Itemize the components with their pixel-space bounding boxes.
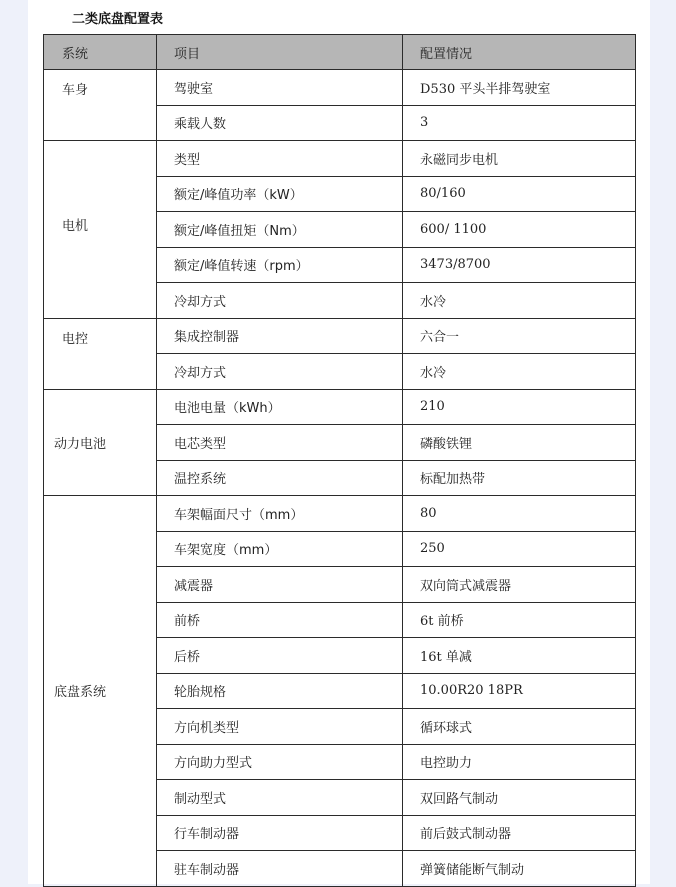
item-cell: 额定/峰值功率（kW） bbox=[157, 176, 403, 212]
header-system: 系统 bbox=[44, 35, 157, 70]
item-cell: 电芯类型 bbox=[157, 425, 403, 461]
item-cell: 方向机类型 bbox=[157, 709, 403, 745]
header-item: 项目 bbox=[157, 35, 403, 70]
system-cell bbox=[44, 389, 157, 496]
config-cell: 电控助力 bbox=[403, 744, 636, 780]
item-cell: 冷却方式 bbox=[157, 283, 403, 319]
table-row bbox=[44, 496, 636, 532]
config-cell: 永磁同步电机 bbox=[403, 141, 636, 177]
config-cell: 80/160 bbox=[403, 176, 636, 212]
item-cell: 集成控制器 bbox=[157, 318, 403, 354]
item-cell: 温控系统 bbox=[157, 460, 403, 496]
system-label: 动力电池 bbox=[54, 436, 107, 452]
config-cell: 弹簧储能断气制动 bbox=[403, 851, 636, 887]
item-cell: 驻车制动器 bbox=[157, 851, 403, 887]
config-cell: 磷酸铁锂 bbox=[403, 425, 636, 461]
config-cell: 标配加热带 bbox=[403, 460, 636, 496]
item-cell: 前桥 bbox=[157, 602, 403, 638]
config-cell: 80 bbox=[403, 496, 636, 532]
config-cell: 双向筒式减震器 bbox=[403, 567, 636, 603]
header-config: 配置情况 bbox=[403, 35, 636, 70]
item-cell: 乘载人数 bbox=[157, 105, 403, 141]
config-cell: 250 bbox=[403, 531, 636, 567]
config-cell: 10.00R20 18PR bbox=[403, 673, 636, 709]
config-cell: 水冷 bbox=[403, 283, 636, 319]
config-cell: 16t 单减 bbox=[403, 638, 636, 674]
item-cell: 车架宽度（mm） bbox=[157, 531, 403, 567]
config-cell: D530 平头半排驾驶室 bbox=[403, 70, 636, 106]
system-cell bbox=[44, 141, 157, 319]
table-row bbox=[44, 141, 636, 177]
item-cell: 制动型式 bbox=[157, 780, 403, 816]
item-cell: 额定/峰值扭矩（Nm） bbox=[157, 212, 403, 248]
table-header-row bbox=[44, 35, 636, 70]
item-cell: 方向助力型式 bbox=[157, 744, 403, 780]
config-cell: 六合一 bbox=[403, 318, 636, 354]
system-cell: 车身 bbox=[44, 70, 157, 141]
config-cell: 前后鼓式制动器 bbox=[403, 815, 636, 851]
config-cell: 水冷 bbox=[403, 354, 636, 390]
system-cell: 电控 bbox=[44, 318, 157, 389]
item-cell: 驾驶室 bbox=[157, 70, 403, 106]
config-cell: 6t 前桥 bbox=[403, 602, 636, 638]
config-cell: 600/ 1100 bbox=[403, 212, 636, 248]
config-cell: 210 bbox=[403, 389, 636, 425]
item-cell: 车架幅面尺寸（mm） bbox=[157, 496, 403, 532]
item-cell: 轮胎规格 bbox=[157, 673, 403, 709]
item-cell: 额定/峰值转速（rpm） bbox=[157, 247, 403, 283]
system-label: 电机 bbox=[62, 218, 89, 234]
item-cell: 冷却方式 bbox=[157, 354, 403, 390]
table-row bbox=[44, 318, 636, 354]
config-cell: 循环球式 bbox=[403, 709, 636, 745]
page-title: 二类底盘配置表 bbox=[72, 12, 164, 27]
table-row bbox=[44, 389, 636, 425]
config-cell: 3473/8700 bbox=[403, 247, 636, 283]
system-label: 底盘系统 bbox=[54, 685, 107, 701]
config-cell: 3 bbox=[403, 105, 636, 141]
item-cell: 电池电量（kWh） bbox=[157, 389, 403, 425]
item-cell: 减震器 bbox=[157, 567, 403, 603]
item-cell: 后桥 bbox=[157, 638, 403, 674]
item-cell: 类型 bbox=[157, 141, 403, 177]
table-row bbox=[44, 70, 636, 106]
config-cell: 双回路气制动 bbox=[403, 780, 636, 816]
system-cell bbox=[44, 496, 157, 887]
chassis-config-table bbox=[43, 34, 636, 887]
item-cell: 行车制动器 bbox=[157, 815, 403, 851]
